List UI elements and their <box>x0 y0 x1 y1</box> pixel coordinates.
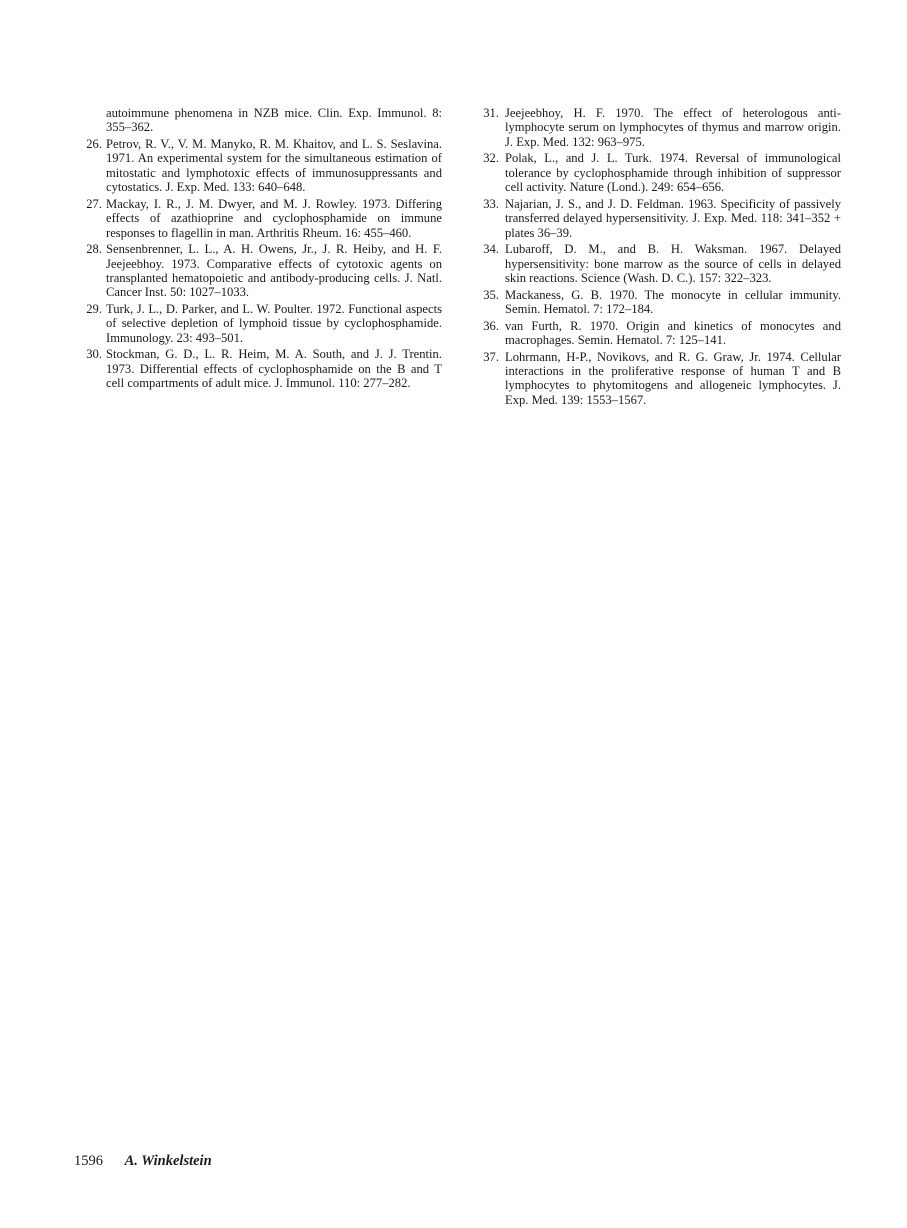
reference-item <box>483 287 841 317</box>
reference-item <box>483 106 841 149</box>
reference-item <box>483 151 841 195</box>
reference-item <box>483 318 841 348</box>
reference-item <box>88 242 442 300</box>
reference-number: 34. <box>483 242 499 257</box>
reference-text: Turk, J. L., D. Parker, and L. W. Poulter. 1972. Functional aspects of selective depletion of lymphoid tissue by cyclophosphamide. Immunology. 23: 493–501. <box>106 302 442 345</box>
reference-list-left <box>88 106 442 393</box>
reference-item <box>88 347 442 390</box>
reference-text: Lubaroff, D. M., and B. H. Waksman. 1967. Delayed hypersensitivity: bone marrow as the source of cells in delayed skin reactions. Science (Wash. D. C.). 157: 322–323. <box>505 242 841 286</box>
reference-number: 28. <box>86 242 102 257</box>
reference-number: 31. <box>483 106 499 120</box>
reference-text: Stockman, G. D., L. R. Heim, M. A. South, and J. J. Trentin. 1973. Differential effects of cyclophosphamide on the B and T cell compartments of adult mice. J. Immunol. 110: 277–282. <box>106 347 442 391</box>
reference-number: 26. <box>86 137 102 151</box>
page-footer <box>74 1153 212 1170</box>
reference-text: Sensenbrenner, L. L., A. H. Owens, Jr., J. R. Heiby, and H. F. Jeejeebhoy. 1973. Comparative effects of cytotoxic agents on transplanted hematopoietic and antibody-producing cells. J. Natl. Cancer Inst. 50: 1027–1033. <box>106 242 442 300</box>
reference-item <box>88 302 442 345</box>
reference-text: Jeejeebhoy, H. F. 1970. The effect of heterologous anti-lymphocyte serum on lymphocytes of thymus and marrow origin. J. Exp. Med. 132: 963–975. <box>505 106 841 149</box>
reference-text: Polak, L., and J. L. Turk. 1974. Reversal of immunological tolerance by cyclophosphamide through inhibition of suppressor cell activity. Nature (Lond.). 249: 654–656. <box>505 151 841 195</box>
reference-item <box>483 242 841 286</box>
reference-number: 36. <box>483 318 499 333</box>
reference-text: van Furth, R. 1970. Origin and kinetics of monocytes and macrophages. Semin. Hematol. 7: 125–141. <box>505 318 841 348</box>
reference-number: 29. <box>86 302 102 317</box>
reference-text: Mackay, I. R., J. M. Dwyer, and M. J. Rowley. 1973. Differing effects of azathioprine and cyclophosphamide on immune responses to flagellin in man. Arthritis Rheum. 16: 455–460. <box>106 196 442 240</box>
reference-number: 35. <box>483 287 499 302</box>
reference-item <box>88 106 442 135</box>
reference-number: 37. <box>483 349 499 364</box>
reference-text: autoimmune phenomena in NZB mice. Clin. Exp. Immunol. 8: 355–362. <box>106 106 442 135</box>
reference-item <box>483 196 841 240</box>
reference-item <box>88 197 442 240</box>
reference-text: Lohrmann, H-P., Novikovs, and R. G. Graw, Jr. 1974. Cellular interactions in the proliferative response of human T and B lymphocytes to phytomitogens and allogeneic lymphocytes. J. Exp. Med. 139: 1553–1567. <box>505 349 841 407</box>
reference-item <box>88 137 442 195</box>
reference-number: 27. <box>86 196 102 211</box>
reference-text: Mackaness, G. B. 1970. The monocyte in cellular immunity. Semin. Hematol. 7: 172–184. <box>505 287 841 317</box>
reference-number: 32. <box>483 151 499 166</box>
reference-list-right <box>483 106 841 409</box>
page-number: 1596 <box>74 1153 103 1169</box>
reference-number: 33. <box>483 196 499 211</box>
running-author: A. Winkelstein <box>124 1153 212 1169</box>
reference-item <box>483 349 841 408</box>
reference-number: 30. <box>86 347 102 362</box>
reference-text: Petrov, R. V., V. M. Manyko, R. M. Khaitov, and L. S. Seslavina. 1971. An experimental system for the simultaneous estimation of mitostatic and lymphotoxic effects of immunosuppressants and cytostatics. J. Exp. Med. 133: 640–648. <box>106 137 442 195</box>
reference-text: Najarian, J. S., and J. D. Feldman. 1963. Specificity of passively transferred delayed hypersensitivity. J. Exp. Med. 118: 341–352 + plates 36–39. <box>505 196 841 240</box>
